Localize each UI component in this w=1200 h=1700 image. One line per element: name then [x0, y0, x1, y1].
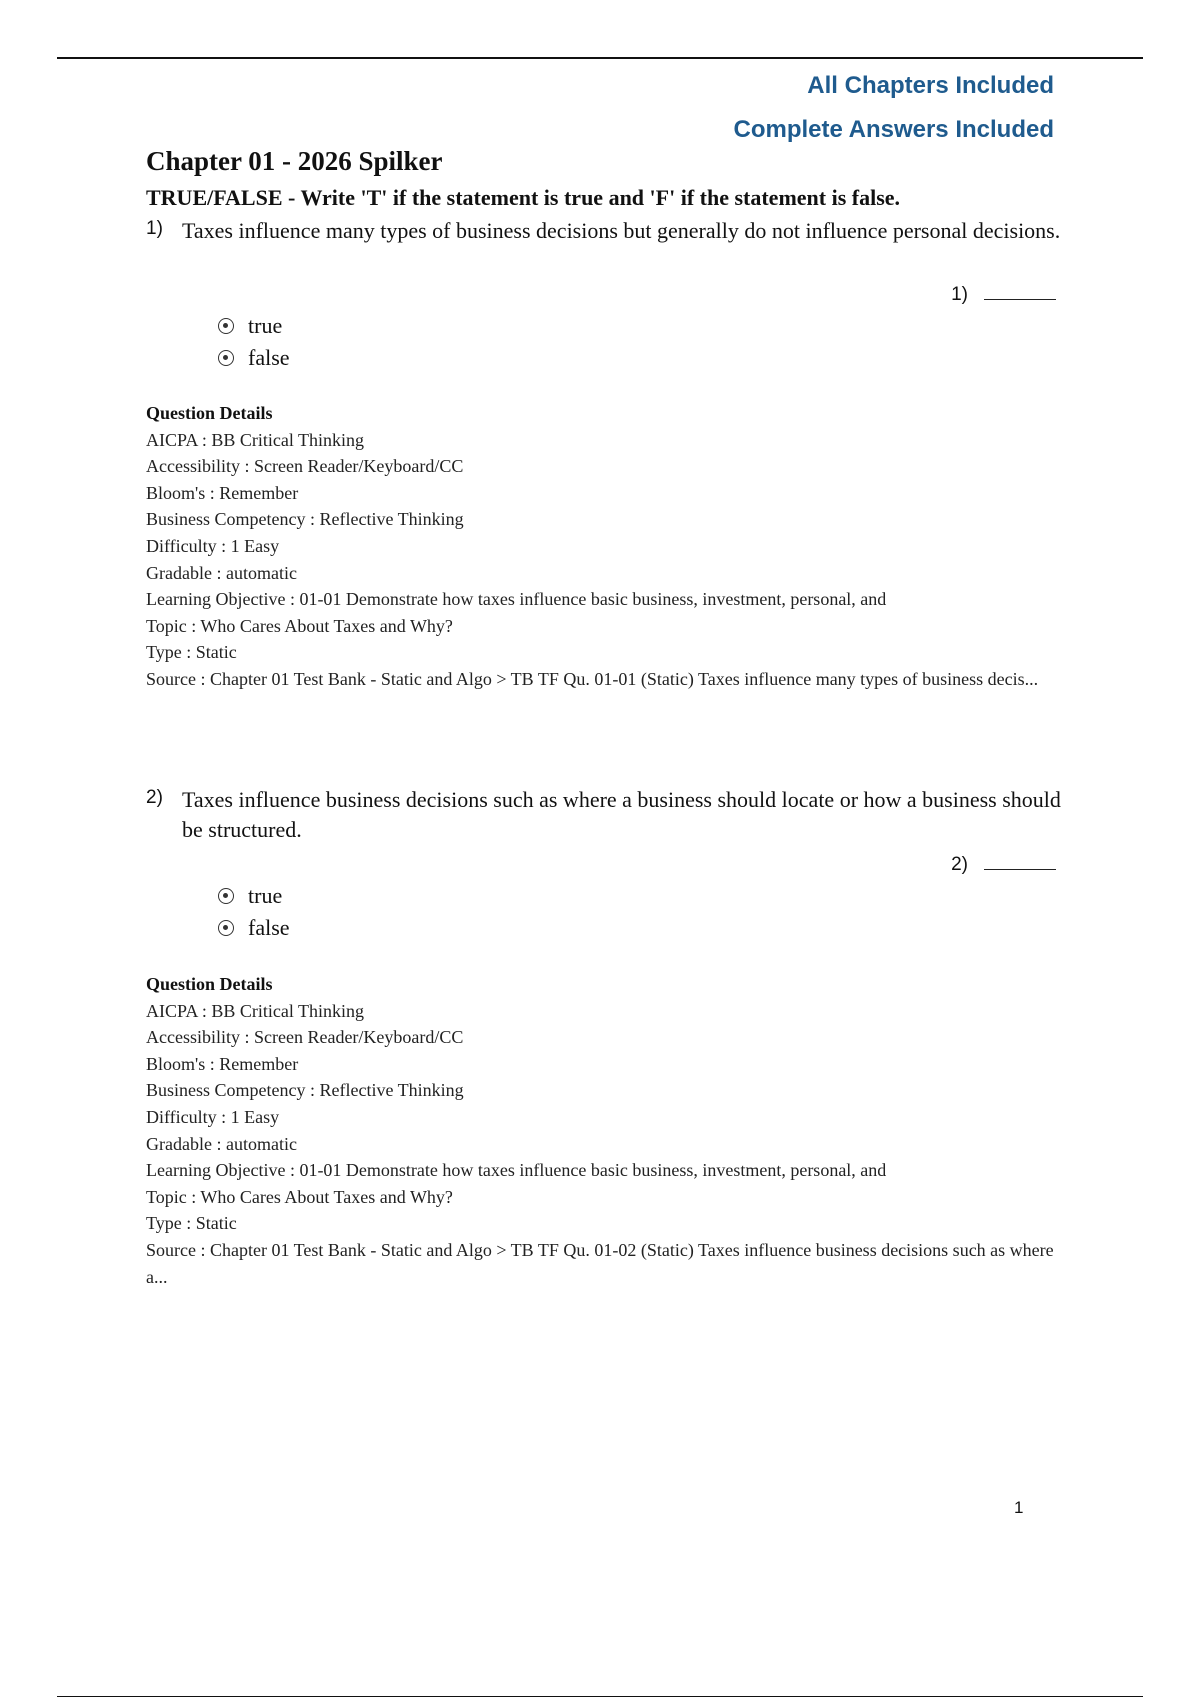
bottom-rule	[57, 1696, 1143, 1697]
answer-underline	[984, 285, 1056, 300]
option-label: true	[248, 313, 283, 338]
answer-label: 1)	[951, 284, 968, 305]
option-label: false	[248, 345, 290, 370]
answer-options	[218, 310, 290, 374]
section-instruction: TRUE/FALSE - Write 'T' if the statement is true and 'F' if the statement is false.	[146, 185, 901, 210]
radio-icon	[218, 920, 234, 936]
question-details-2	[146, 971, 1146, 1290]
question-number: 2)	[146, 787, 163, 808]
option-true[interactable]	[218, 880, 290, 912]
answer-underline	[984, 855, 1056, 870]
detail-source: Source : Chapter 01 Test Bank - Static and Algo > TB TF Qu. 01-02 (Static) Taxes influence business decisions such as where a...	[146, 1239, 1054, 1287]
option-false[interactable]	[218, 912, 290, 944]
option-label: false	[248, 915, 290, 940]
detail-gradable: Gradable : automatic	[146, 1133, 297, 1154]
detail-difficulty: Difficulty : 1 Easy	[146, 1106, 280, 1127]
detail-source: Source : Chapter 01 Test Bank - Static and Algo > TB TF Qu. 01-01 (Static) Taxes influence many types of business decis...	[146, 668, 1039, 689]
banner-complete-answers: Complete Answers Included	[733, 116, 1054, 143]
detail-topic: Topic : Who Cares About Taxes and Why?	[146, 615, 453, 636]
page-number: 1	[1014, 1498, 1024, 1517]
details-heading: Question Details	[146, 403, 273, 423]
detail-learning-objective: Learning Objective : 01-01 Demonstrate how taxes influence basic business, investment, personal, and	[146, 1160, 887, 1181]
answer-blank[interactable]	[951, 284, 1056, 306]
banner-all-chapters: All Chapters Included	[807, 72, 1054, 99]
top-rule	[57, 57, 1143, 59]
question-text: Taxes influence many types of business decisions but generally do not influence personal decisions.	[182, 218, 1061, 243]
detail-difficulty: Difficulty : 1 Easy	[146, 535, 280, 556]
question-number: 1)	[146, 218, 163, 239]
detail-learning-objective: Learning Objective : 01-01 Demonstrate how taxes influence basic business, investment, personal, and	[146, 589, 887, 610]
detail-blooms: Bloom's : Remember	[146, 1053, 299, 1074]
option-false[interactable]	[218, 342, 290, 374]
detail-business-competency: Business Competency : Reflective Thinking	[146, 1080, 464, 1101]
detail-type: Type : Static	[146, 642, 237, 663]
detail-gradable: Gradable : automatic	[146, 562, 297, 583]
option-label: true	[248, 883, 283, 908]
detail-aicpa: AICPA : BB Critical Thinking	[146, 1000, 365, 1021]
detail-type: Type : Static	[146, 1213, 237, 1234]
chapter-title: Chapter 01 - 2026 Spilker	[146, 146, 443, 176]
detail-topic: Topic : Who Cares About Taxes and Why?	[146, 1186, 453, 1207]
question-text: Taxes influence business decisions such as where a business should locate or how a business should be structured.	[182, 787, 1061, 842]
detail-business-competency: Business Competency : Reflective Thinking	[146, 509, 464, 530]
detail-accessibility: Accessibility : Screen Reader/Keyboard/CC	[146, 1027, 464, 1048]
detail-blooms: Bloom's : Remember	[146, 482, 299, 503]
answer-label: 2)	[951, 854, 968, 875]
radio-icon	[218, 350, 234, 366]
details-heading: Question Details	[146, 974, 273, 994]
detail-accessibility: Accessibility : Screen Reader/Keyboard/CC	[146, 456, 464, 477]
option-true[interactable]	[218, 310, 290, 342]
answer-options	[218, 880, 290, 944]
radio-icon	[218, 318, 234, 334]
question-2	[146, 785, 1086, 945]
detail-aicpa: AICPA : BB Critical Thinking	[146, 429, 365, 450]
answer-blank[interactable]	[951, 854, 1056, 876]
question-1	[146, 216, 1086, 376]
question-details-1	[146, 400, 1146, 693]
radio-icon	[218, 888, 234, 904]
